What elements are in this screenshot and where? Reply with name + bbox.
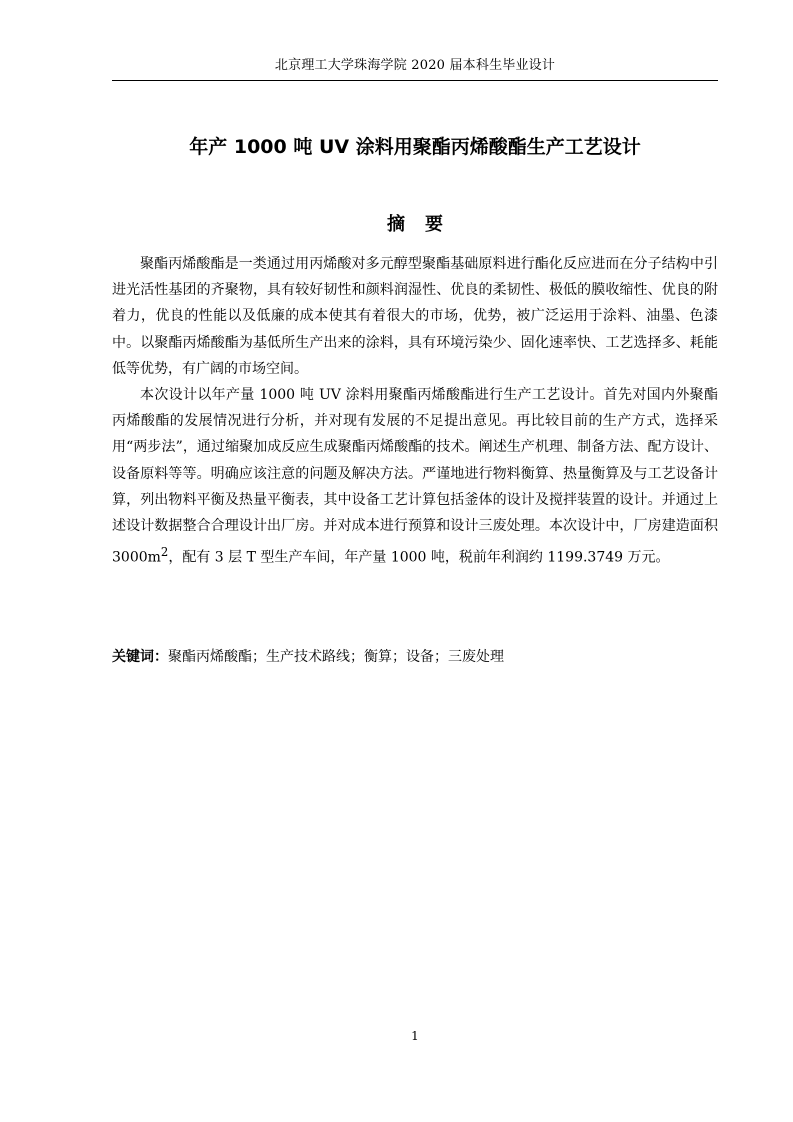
abstract-paragraph-2	[112, 382, 718, 571]
keywords-value: 聚酯丙烯酸酯；生产技术路线；衡算；设备；三废处理	[168, 649, 504, 665]
keywords-label: 关键词：	[112, 649, 168, 665]
header-divider	[112, 80, 718, 81]
abstract-paragraph-1: 聚酯丙烯酸酯是一类通过用丙烯酸对多元醇型聚酯基础原料进行酯化反应进而在分子结构中引进光活性基团的齐聚物，具有较好韧性和颜料润湿性、优良的柔韧性、极低的膜收缩性、优良的附着力，优良的性能以及低廉的成本使其有着很大的市场，优势，被广泛运用于涂料、油墨、色漆中。以聚酯丙烯酸酯为基低所生产出来的涂料，具有环境污染少、固化速率快、工艺选择多、耗能低等优势，有广阔的市场空间。	[112, 256, 718, 377]
abstract-heading: 摘要	[387, 214, 463, 235]
thesis-title: 年产 1000 吨 UV 涂料用聚酯丙烯酸酯生产工艺设计	[189, 136, 641, 158]
page-header: 北京理工大学珠海学院 2020 届本科生毕业设计	[274, 58, 556, 73]
page-number: 1	[411, 1029, 419, 1043]
keywords-line	[112, 644, 718, 670]
paragraph-2-text-start: 本次设计以年产量 1000 吨 UV 涂料用聚酯丙烯酸酯进行生产工艺设计。首先对国内外聚酯丙烯酸酯的发展情况进行分析，并对现有发展的不足提出意见。再比较目前的生产方式，选择采用“两步法”，通过缩聚加成反应生成聚酯丙烯酸酯的技术。阐述生产机理、制备方法、配方设计、设备原料等等。明确应该注意的问题及解决方法。严谨地进行物料衡算、热量衡算及与工艺设备计算，列出物料平衡及热量平衡表，其中设备工艺计算包括釜体的设计及搅拌装置的设计。并通过上述设计数据整合合理设计出厂房。并对成本进行预算和设计三废处理。本次设计中，厂房建造面积 3000m	[112, 387, 718, 566]
abstract-body	[112, 251, 718, 571]
paragraph-2-text-end: ，配有 3 层 T 型生产车间，年产量 1000 吨，税前年利润约 1199.3749 万元。	[168, 549, 670, 566]
area-unit-superscript: 2	[160, 545, 169, 560]
